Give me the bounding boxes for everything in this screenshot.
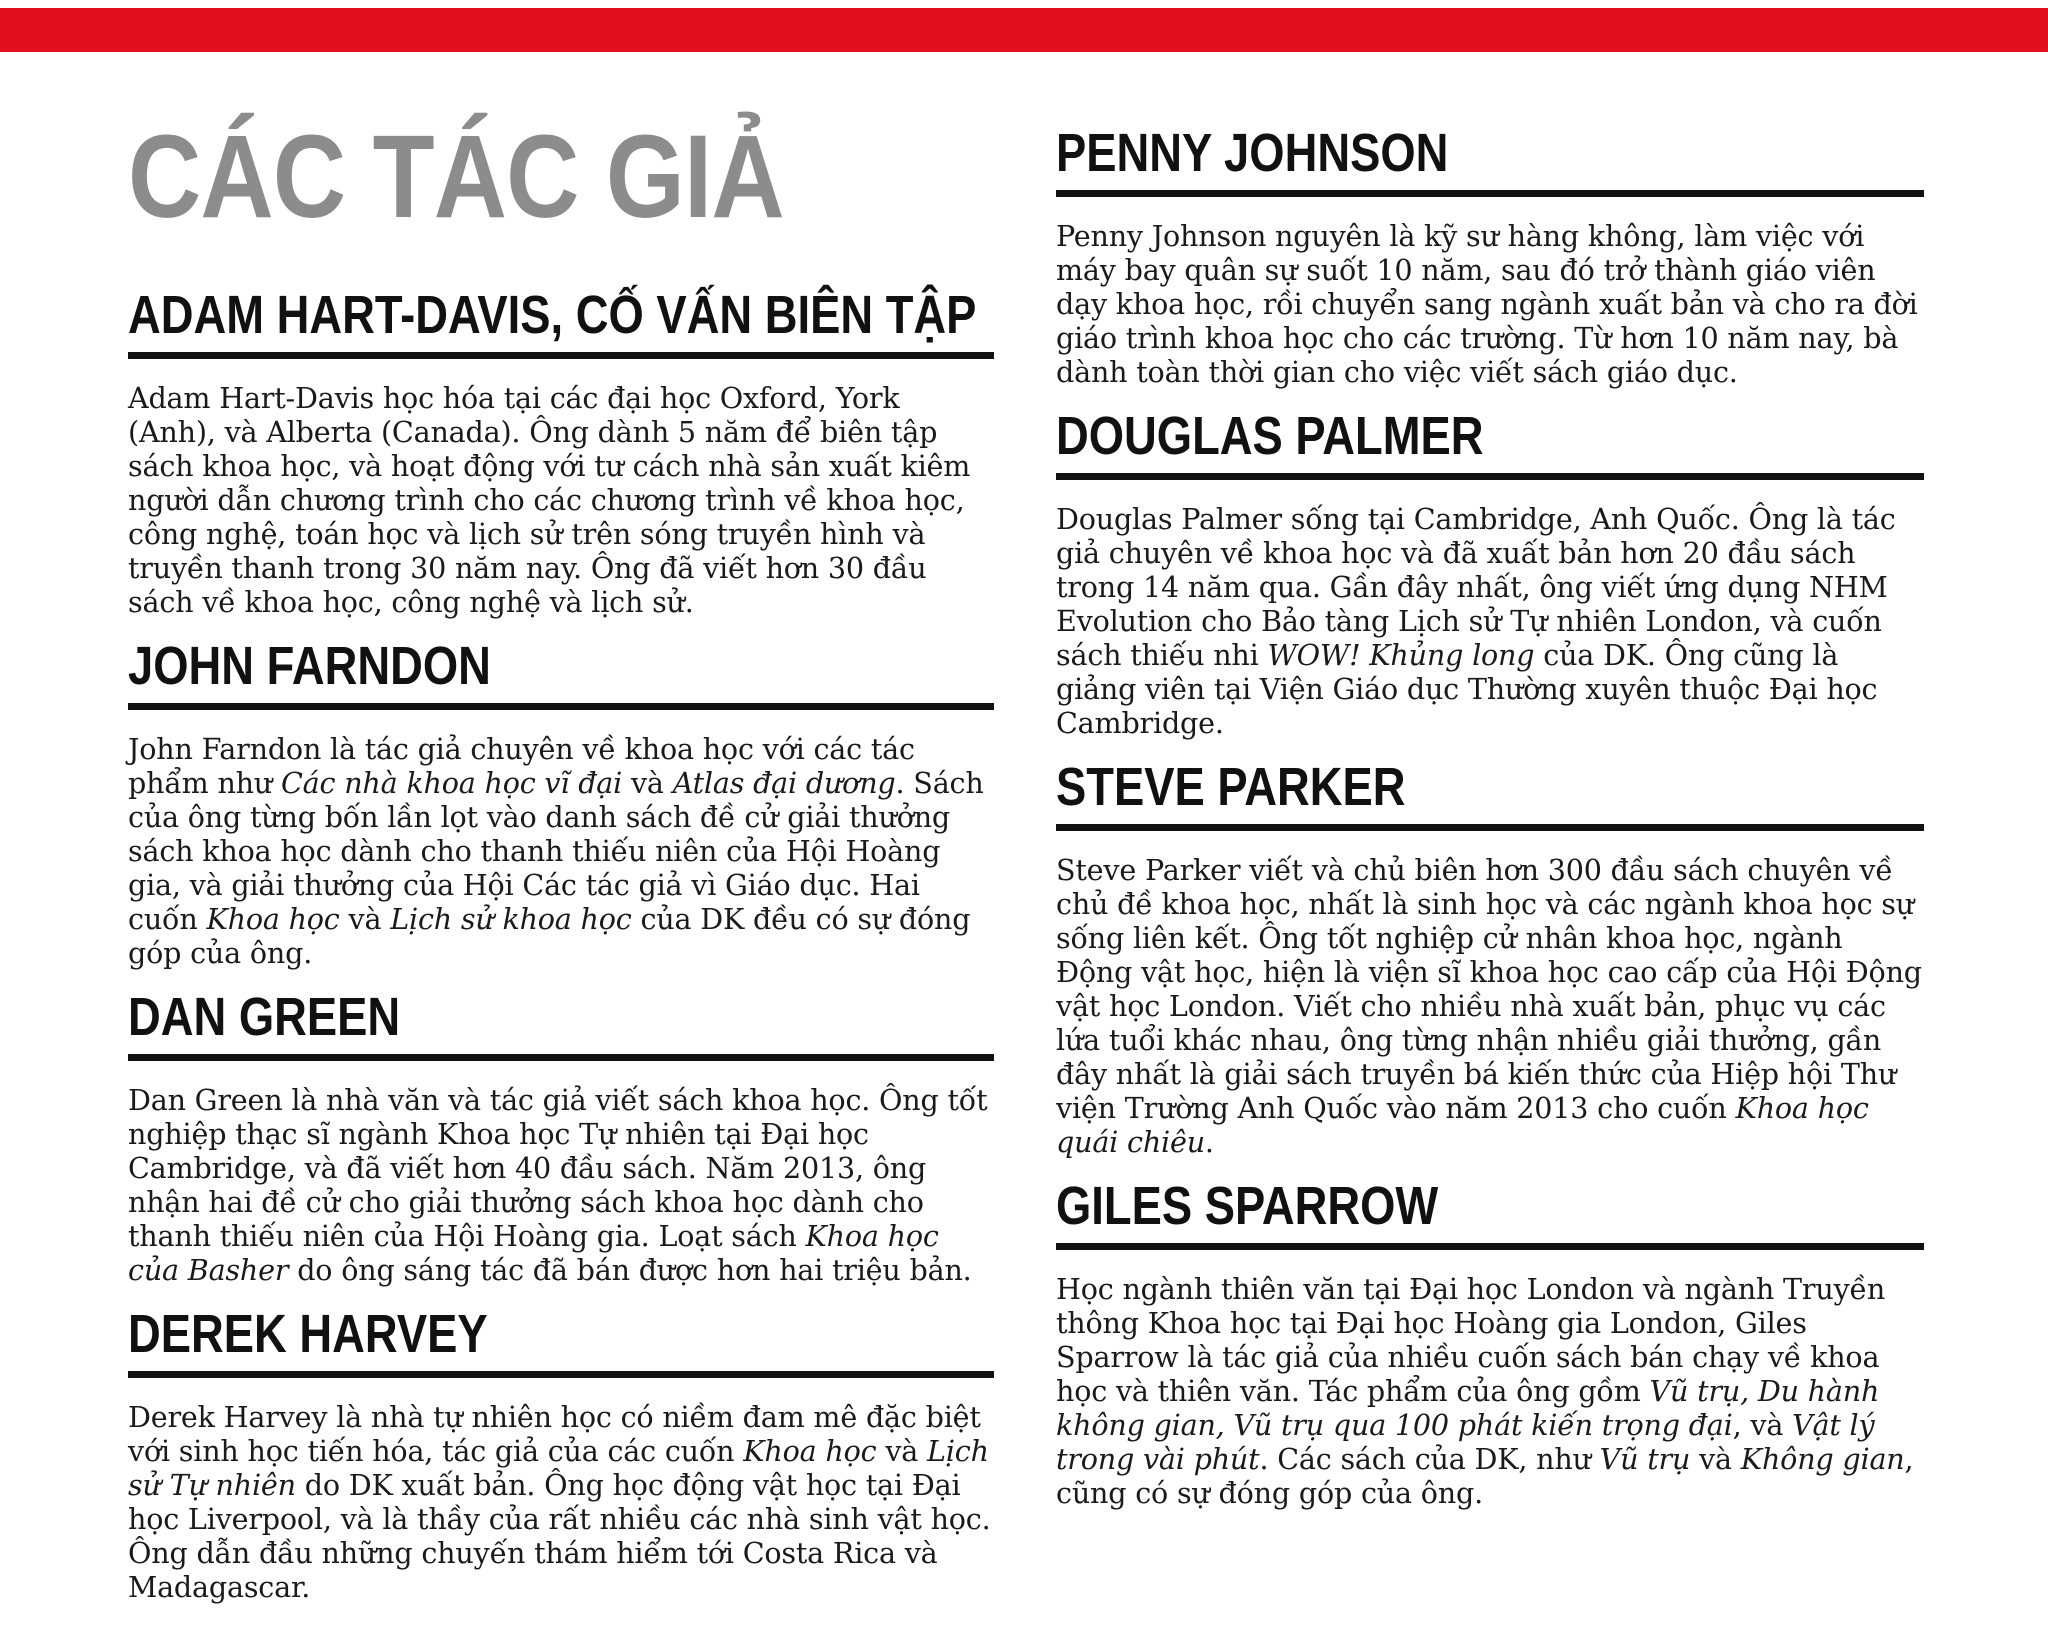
author-heading	[1056, 403, 1924, 480]
bio-text: Steve Parker viết và chủ biên hơn 300 đầu sách chuyên về chủ đề khoa học, nhất là sinh học và các ngành khoa học sự sống liên kết. Ông tốt nghiệp cử nhân khoa học, ngành Động vật học, hiện là viện sĩ khoa học cao cấp của Hội Động vật học London. Viết cho nhiều nhà xuất bản, phục vụ các lứa tuổi khác nhau, ông từng nhận nhiều giải thưởng, gần đây nhất là giải sách truyền bá kiến thức của Hiệp hội Thư viện Trường Anh Quốc vào năm 2013 cho cuốn	[1056, 853, 1922, 1125]
author-heading	[1056, 754, 1924, 831]
left-column	[128, 282, 994, 1618]
author-bio	[128, 1083, 994, 1287]
book-title: Vật lý trong vài phút	[1056, 1408, 1875, 1476]
top-accent-bar	[0, 8, 2048, 52]
bio-text: . Các sách của DK, như	[1259, 1442, 1600, 1476]
book-title: Vũ trụ, Du hành không gian, Vũ trụ qua 100 phát kiến trọng đại	[1056, 1374, 1880, 1442]
book-title: WOW! Khủng long	[1267, 638, 1535, 672]
bio-text: do ông sáng tác đã bán được hơn hai triệu bản.	[288, 1253, 972, 1287]
book-title: Khoa học quái chiêu	[1056, 1091, 1869, 1159]
author-heading	[1056, 120, 1924, 197]
author-heading-text: JOHN FARNDON	[128, 636, 491, 696]
book-title: Vũ trụ	[1599, 1442, 1691, 1476]
page-title: CÁC TÁC GIẢ	[128, 111, 784, 243]
bio-text: Adam Hart-Davis học hóa tại các đại học Oxford, York (Anh), và Alberta (Canada). Ông dành 5 năm để biên tập sách khoa học, và hoạt động với tư cách nhà sản xuất kiêm người dẫn chương trình cho các chương trình về khoa học, công nghệ, toán học và lịch sử trên sóng truyền hình và truyền thanh trong 30 năm nay. Ông đã viết hơn 30 đầu sách về khoa học, công nghệ và lịch sử.	[128, 381, 971, 619]
author-heading-text: PENNY JOHNSON	[1056, 123, 1449, 183]
author-heading	[128, 282, 994, 359]
bio-text: . Sách của ông từng bốn lần lọt vào danh sách đề cử giải thưởng sách khoa học dành cho thanh thiếu niên của Hội Hoàng gia, và giải thưởng của Hội Các tác giả vì Giáo dục. Hai cuốn	[128, 766, 984, 936]
author-bio	[128, 732, 994, 970]
author-heading-text: GILES SPARROW	[1056, 1176, 1439, 1236]
author-heading	[1056, 1173, 1924, 1250]
bio-text: .	[1204, 1125, 1214, 1159]
book-title: Khoa học của Basher	[128, 1219, 939, 1287]
author-heading	[128, 984, 994, 1061]
author-heading-text: DAN GREEN	[128, 987, 401, 1047]
author-heading	[128, 633, 994, 710]
author-bio	[1056, 1272, 1924, 1510]
author-section-dan-green	[128, 984, 994, 1287]
author-section-penny-johnson	[1056, 120, 1924, 389]
bio-text: Derek Harvey là nhà tự nhiên học có niềm đam mê đặc biệt với sinh học tiến hóa, tác giả của các cuốn	[128, 1400, 981, 1468]
author-heading-text: DOUGLAS PALMER	[1056, 406, 1484, 466]
bio-text: và	[622, 766, 673, 800]
bio-text: John Farndon là tác giả chuyên về khoa học với các tác phẩm như	[128, 732, 915, 800]
author-bio	[1056, 853, 1924, 1159]
bio-text: của DK. Ông cũng là giảng viên tại Viện Giáo dục Thường xuyên thuộc Đại học Cambridge.	[1056, 638, 1878, 740]
author-heading-text: STEVE PARKER	[1056, 757, 1406, 817]
author-bio	[128, 381, 994, 619]
bio-text: Dan Green là nhà văn và tác giả viết sách khoa học. Ông tốt nghiệp thạc sĩ ngành Khoa học Tự nhiên tại Đại học Cambridge, và đã viết hơn 40 đầu sách. Năm 2013, ông nhận hai đề cử cho giải thưởng sách khoa học dành cho thanh thiếu niên của Hội Hoàng gia. Loạt sách	[128, 1083, 988, 1253]
bio-text: Douglas Palmer sống tại Cambridge, Anh Quốc. Ông là tác giả chuyên về khoa học và đã xuất bản hơn 20 đầu sách trong 14 năm qua. Gần đây nhất, ông viết ứng dụng NHM Evolution cho Bảo tàng Lịch sử Tự nhiên London, và cuốn sách thiếu nhi	[1056, 502, 1896, 672]
author-bio	[1056, 502, 1924, 740]
book-title: Lịch sử khoa học	[390, 902, 632, 936]
book-title: Khoa học	[206, 902, 340, 936]
author-heading-text: ADAM HART-DAVIS, CỐ VẤN BIÊN TẬP	[128, 285, 977, 345]
bio-text: và	[876, 1434, 928, 1468]
author-bio	[1056, 219, 1924, 389]
bio-text: , và	[1732, 1408, 1793, 1442]
bio-text: và	[339, 902, 391, 936]
book-title: Lịch sử Tự nhiên	[128, 1434, 989, 1502]
author-section-giles-sparrow	[1056, 1173, 1924, 1510]
author-section-derek-harvey	[128, 1301, 994, 1604]
right-column	[1056, 120, 1924, 1524]
author-heading	[128, 1301, 994, 1378]
author-bio	[128, 1400, 994, 1604]
book-title: Không gian	[1740, 1442, 1905, 1476]
book-title: Các nhà khoa học vĩ đại	[280, 766, 623, 800]
author-section-adam-hart-davis	[128, 282, 994, 619]
author-section-douglas-palmer	[1056, 403, 1924, 740]
bio-text: Học ngành thiên văn tại Đại học London và ngành Truyền thông Khoa học tại Đại học Hoàng gia London, Giles Sparrow là tác giả của nhiều cuốn sách bán chạy về khoa học và thiên văn. Tác phẩm của ông gồm	[1056, 1272, 1886, 1408]
bio-text: và	[1690, 1442, 1741, 1476]
bio-text: Penny Johnson nguyên là kỹ sư hàng không, làm việc với máy bay quân sự suốt 10 năm, sau đó trở thành giáo viên dạy khoa học, rồi chuyển sang ngành xuất bản và cho ra đời giáo trình khoa học cho các trường. Từ hơn 10 năm nay, bà dành toàn thời gian cho việc viết sách giáo dục.	[1056, 219, 1918, 389]
bio-text: do DK xuất bản. Ông học động vật học tại Đại học Liverpool, và là thầy của rất nhiều các nhà sinh vật học. Ông dẫn đầu những chuyến thám hiểm tới Costa Rica và Madagascar.	[128, 1468, 991, 1604]
author-section-john-farndon	[128, 633, 994, 970]
author-section-steve-parker	[1056, 754, 1924, 1159]
book-title: Atlas đại dương	[672, 766, 896, 800]
bio-text: của DK đều có sự đóng góp của ông.	[128, 902, 971, 970]
bio-text: , cũng có sự đóng góp của ông.	[1056, 1442, 1914, 1510]
author-heading-text: DEREK HARVEY	[128, 1304, 488, 1364]
book-title: Khoa học	[743, 1434, 877, 1468]
